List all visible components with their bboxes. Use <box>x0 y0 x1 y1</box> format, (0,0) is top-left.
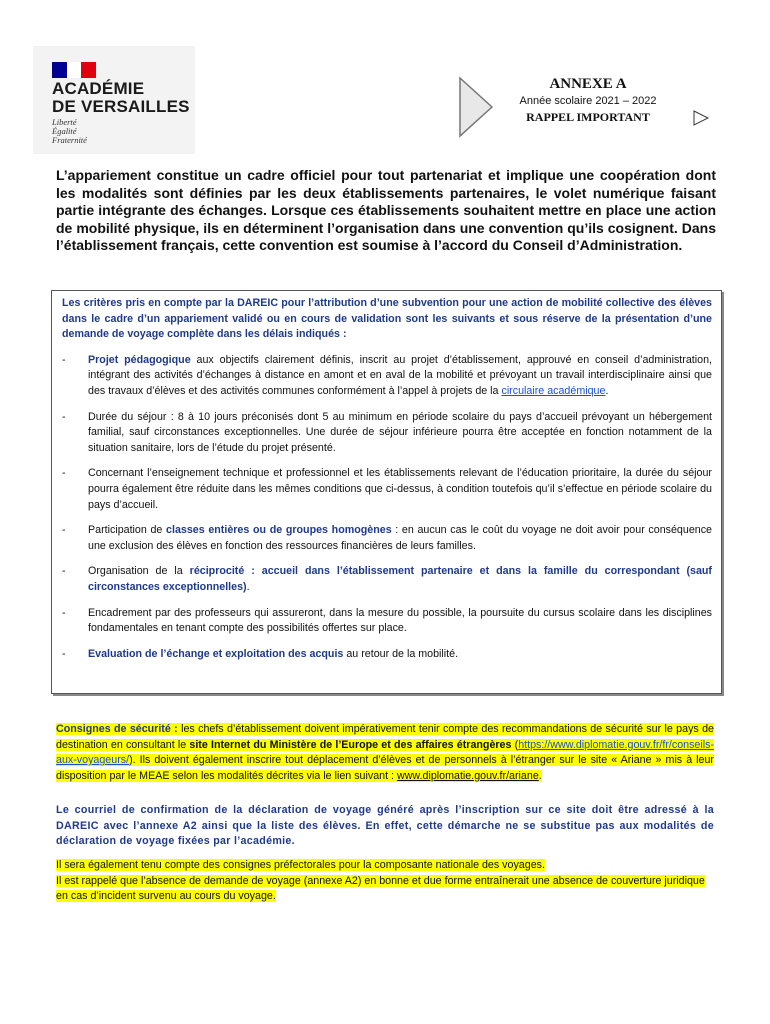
criterion-item <box>62 564 712 595</box>
confirmation-paragraph: Le courriel de confirmation de la déclaration de voyage généré après l’inscription sur ce site doit être adressé à la DAREIC avec l’annexe A2 ainsi que la liste des élèves. En effet, cette démarche ne se substitue pas aux modalités de déclaration de voyage fixées par l’académie. <box>56 804 714 848</box>
criterion-item <box>62 466 712 513</box>
motto-liberte: Liberté <box>52 117 77 127</box>
ariane-link[interactable]: www.diplomatie.gouv.fr/ariane <box>396 769 539 782</box>
criterion-text <box>88 647 712 663</box>
criterion-text: Durée du séjour : 8 à 10 jours préconisés dont 5 au minimum en période scolaire du pays d’accueil prévoyant un hébergement familial, sauf circonstances exceptionnelles. Une durée de séjour inférieure pourra être acceptée en fonction notamment de la situation sanitaire, lors de l’étude du projet présenté. <box>88 410 712 454</box>
annex-title: ANNEXE A <box>549 76 627 92</box>
criterion-bold: Projet pédagogique <box>88 353 191 366</box>
criterion-body: au retour de la mobilité. <box>343 647 459 660</box>
list-dash: - <box>62 647 66 660</box>
criteria-box <box>51 290 722 694</box>
criterion-item <box>62 353 712 400</box>
safety-paragraph <box>56 722 714 784</box>
triangle-right-icon <box>693 110 709 126</box>
criterion-item <box>62 523 712 554</box>
ministry-site-name: site Internet du Ministère de l’Europe et des affaires étrangères <box>189 738 512 751</box>
criterion-text <box>88 523 712 554</box>
criterion-text <box>88 564 712 595</box>
motto-fraternite: Fraternité <box>52 135 87 145</box>
criterion-pre: Organisation de la <box>88 565 190 578</box>
list-dash: - <box>62 410 66 423</box>
safety-text: ). Ils doivent également inscrire tout déplacement d’élèves et de personnels à l’étranger sur le site « Ariane » mis à leur disposition par le MEAE selon les modalités décrites via le lien suivant : <box>56 754 714 782</box>
french-flag-icon <box>52 62 96 78</box>
criterion-text <box>88 353 712 400</box>
circulaire-link[interactable]: circulaire académique <box>501 384 606 397</box>
criterion-body: aux objectifs clairement définis, inscrit au projet d’établissement, approuvé en conseil d’administration, intégrant des activités d’échanges à distance en amont et en aval de la mobilité et prévoyant un travail interdisciplinaire ainsi que des travaux d’élèves et des activités communes conformément à l’appel à projets de la <box>88 353 712 397</box>
list-dash: - <box>62 353 66 366</box>
criterion-end: . <box>605 384 609 397</box>
criterion-item <box>62 606 712 637</box>
list-dash: - <box>62 524 66 537</box>
safety-text: . <box>538 769 542 782</box>
republic-motto <box>52 118 87 145</box>
criteria-intro: Les critères pris en compte par la DAREIC pour l’attribution d’une subvention pour une action de mobilité collective des élèves dans le cadre d’un appariement validé ou en cours de validation sont les suivants et sous réserve de la présentation d’une demande de voyage complète dans les délais indiqués : <box>62 297 712 341</box>
chevron-right-icon <box>458 76 494 138</box>
list-dash: - <box>62 606 66 619</box>
criterion-bold: classes entières ou de groupes homogènes <box>166 524 392 537</box>
final-paragraph <box>56 858 714 905</box>
safety-text: les chefs d’établissement doivent impérativement tenir compte des recommandations de sécurité sur le pays de destination en consultant le <box>56 723 714 751</box>
conseils-voyageurs-link[interactable]: https://www.diplomatie.gouv.fr/fr/conseils-aux-voyageurs/ <box>56 738 715 767</box>
rappel-heading: RAPPEL IMPORTANT <box>526 110 650 124</box>
criterion-pre: Participation de <box>88 524 167 537</box>
motto-egalite: Égalité <box>52 126 77 136</box>
criterion-bold: réciprocité : accueil dans l’établissement partenaire et dans la famille du correspondant (sauf circonstances exceptionnelles) <box>88 565 712 593</box>
criterion-body: : en aucun cas le coût du voyage ne doit avoir pour conséquence une exclusion des élèves en fonction des ressources financières de leurs familles. <box>88 524 712 552</box>
safety-text: ( <box>511 738 519 751</box>
criterion-item <box>62 410 712 457</box>
criterion-text: Concernant l’enseignement technique et professionnel et les établissements relevant de l’éducation prioritaire, la durée du séjour pourra également être réduite dans les mêmes conditions que ci-dessus, à condition toutefois qu’il s’effectue en période scolaire du pays d’accueil. <box>88 467 712 511</box>
criterion-bold: Evaluation de l’échange et exploitation des acquis <box>88 647 344 660</box>
academie-logo-name: ACADÉMIE DE VERSAILLES <box>52 79 190 116</box>
criterion-end: . <box>246 580 250 593</box>
criterion-item <box>62 647 712 663</box>
criterion-text: Encadrement par des professeurs qui assureront, dans la mesure du possible, la poursuite du cursus scolaire dans les disciplines fondamentales en tenant compte des possibilités offertes sur place. <box>88 606 712 635</box>
final-line: Il sera également tenu compte des consignes préfectorales pour la composante nationale des voyages. <box>56 859 545 871</box>
list-dash: - <box>62 565 66 578</box>
safety-label: Consignes de sécurité : <box>56 723 178 735</box>
intro-paragraph: L’appariement constitue un cadre officiel pour tout partenariat et implique une coopération dont les modalités sont définies par les deux établissements partenaires, le volet numérique faisant partie intégrante des échanges. Lorsque ces établissements souhaitent mettre en place une action de mobilité physique, ils en déterminent l’organisation dans une convention qu’ils cosignent. Dans l’établissement français, cette convention est soumise à l’accord du Conseil d’Administration. <box>56 167 716 253</box>
list-dash: - <box>62 467 66 480</box>
school-year: Année scolaire 2021 – 2022 <box>519 95 657 107</box>
final-line: Il est rappelé que l’absence de demande de voyage (annexe A2) en bonne et due forme entraînerait une absence de couverture juridique en cas d’incident survenu au cours du voyage. <box>56 874 705 903</box>
